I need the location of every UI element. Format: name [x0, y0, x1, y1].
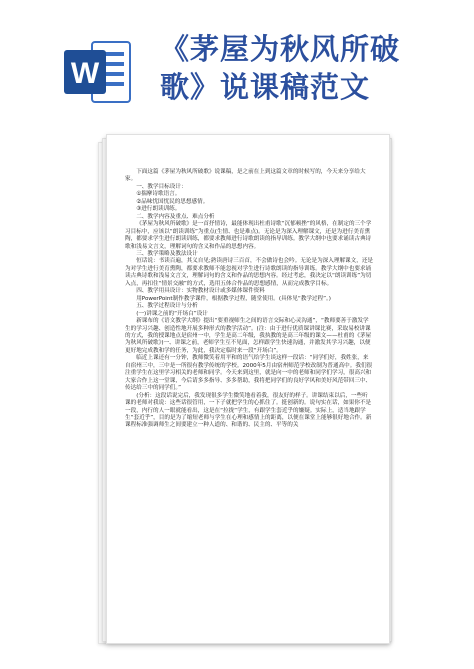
title-line-1: 《茅屋为秋风所破: [160, 32, 401, 66]
paragraph: (一)讲课之前的“开场白”设计: [136, 310, 208, 317]
paragraph: 三、教学策略及教法设计: [136, 250, 198, 257]
page-title: [160, 30, 400, 106]
paragraph: (分析：这段话说完后，我发现很多学生微笑地看着我，很友好的样子。讲课结束以后，一些听课的老师对我说：这些话很管用，一下子就把学生的心抓住了。挺创新的。说句实在话，如果你不是一段，内行的人一眼就能看出，这是在“拉拢”学生，有跟学生套近乎的嫌疑。实际上，适当地跟学生“套近乎”，目的是为了缩短老师与学生在心理和感情上的距离，以便在课堂上能够很好地合作。新课程标准强调师生之间要建立一种人道的、和谐的、民主的、平等的关: [125, 392, 372, 429]
paragraph: 《茅屋为秋风所破歌》是一首抒情诗，最能体现出杜甫诗歌“沉郁顿挫”的风格，在制定的三个学习目标中，应该以“朗读训练”为重点(生情、也是难点)。无论是为深入理解课文，还是为进行美育熏陶，都要求学生进行朗读训练，都要求教师进行诗歌朗读的指导训练。教学大纲中也要求诵读古典诗歌和浅易文言文，理解词句的含义和作品的思想内容。: [125, 221, 372, 250]
header: [0, 0, 474, 120]
paragraph: ②品味忧国忧民的思想感情。: [136, 198, 209, 205]
document-body: [125, 169, 373, 430]
paragraph: 新课布的《语文教学大纲》提出“要重视师生之间的语言交际和心灵沟通”，“教师要善于激发学生的学习兴趣、创造性地开展多种形式的教学活动”。(注：由于进行优质课讲课比赛，采取易校讲课的方式，我的授课地点是宿州一中，学生是高二年级，我执教的是高三年级的课文——杜甫的《茅屋为秋风所破歌》)一、讲课之前，老师学生互不见面，怎样跟学生快速沟通，并激发其学习兴趣，以便更好地完成教和学的任务，为此，我决定临时来一段“开场白”。: [125, 318, 372, 354]
paragraph: 用PowerPoint制作教学课件，根据教学过程，随堂使用。(具体见“教学过程”。): [136, 295, 331, 302]
paragraph: 四、教学用具设计：实物教材设计或多媒体课件资料: [136, 288, 265, 295]
paragraph: 下面这篇《茅屋为秋风所破歌》说课稿，是之前在上到这篇文章的时候写的，今天来分享给大家。: [125, 169, 366, 183]
document-page: [106, 134, 390, 644]
paragraph: ③进行朗读训练。: [136, 206, 181, 213]
paragraph: 一、教学目标设计：: [136, 183, 187, 190]
paragraph: 五、教学过程设计与分析: [136, 303, 198, 310]
document-preview: [98, 128, 394, 648]
word-icon-letter: W: [70, 57, 100, 90]
title-line-2: 歌》说课稿范文: [160, 70, 371, 104]
word-document-icon: [62, 38, 134, 106]
paragraph: 恒话说：书读百遍，其义自见;熟读唐诗三百首，不会做诗也会吟。无论是为深入理解课文，还是为对学生进行美育熏陶，都要求教师不能忽视对学生进行诗歌朗读的指导训练。教学大纲中也要求诵读古典诗歌和浅易文言文，理解词句的含义和作品的思想内容。经过考虑，我决定以“朗读训练”为切入点，再扣住“情景交融”的方式，选用五体合作品的思想感情，从而完成教学目标。: [125, 258, 374, 287]
paragraph: ①揣摩诗歌语言。: [136, 191, 181, 198]
paragraph: 临近上课还有一分钟，教师微笑着用平和的语气给学生谈这样一段话：“同学们好，我姓张，来自宿州三中，三中是一所很有教学传统的学校。2000年5月由宿州师范学校改制为普通高中。我们很注重学生在这里学习相关的老师和同学。今天来到这里，就是向一中的老师和同学们学习，很高兴和大家合作上这一堂课，今后请多多指导、多多帮助，我将把同学们的良好学风和美好风范带回三中、传达给三中的同学们。”: [125, 355, 373, 392]
paragraph: 二、教学内容及重点、难点分析: [136, 213, 215, 220]
